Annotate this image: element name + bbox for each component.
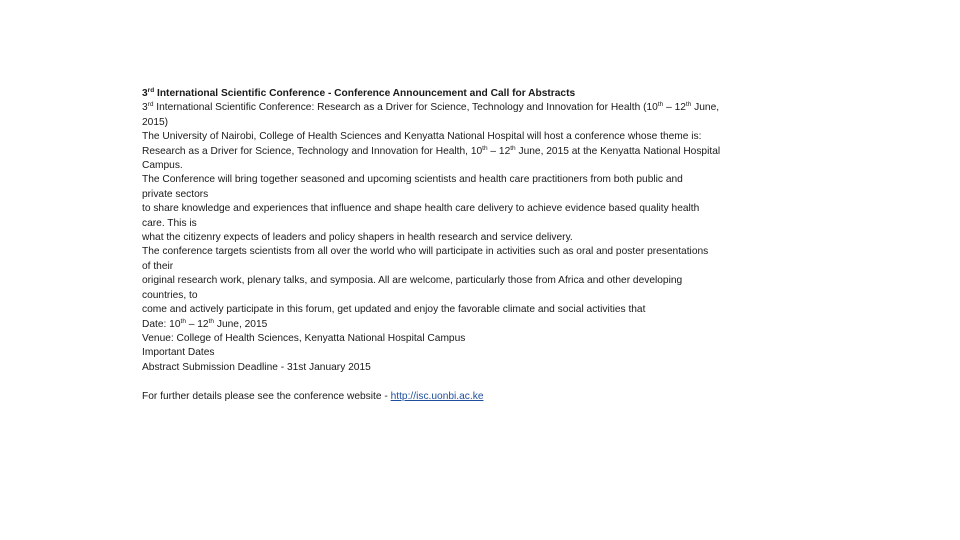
conference-website-link[interactable]: http://isc.uonbi.ac.ke bbox=[390, 390, 484, 402]
body-line: private sectors bbox=[142, 188, 209, 200]
title-ordinal: 3 bbox=[142, 88, 148, 99]
date-suffix-1: th bbox=[180, 317, 186, 325]
subtitle-ordinal-suffix: rd bbox=[147, 101, 154, 109]
body-line: countries, to bbox=[142, 289, 198, 301]
title-text: International Scientific Conference - Conference Announcement and Call for Abstracts bbox=[154, 88, 576, 99]
date-line bbox=[142, 318, 782, 332]
document-title bbox=[142, 87, 782, 101]
subtitle-suffix-th-2: th bbox=[685, 101, 692, 109]
body-line: what the citizenry expects of leaders and policy shapers in health research and service delivery. bbox=[142, 232, 573, 244]
announcement-document bbox=[142, 87, 782, 404]
date-mid: – 12 bbox=[185, 318, 209, 330]
theme-line-3: Campus. bbox=[142, 160, 183, 172]
venue-line: Venue: College of Health Sciences, Kenyatta National Hospital Campus bbox=[142, 332, 466, 344]
body-line: The conference targets scientists from all over the world who will participate in activities such as oral and poster presentations bbox=[142, 246, 709, 258]
body-line: The Conference will bring together seasoned and upcoming scientists and health care practitioners from both public and bbox=[142, 174, 683, 186]
theme-line-2 bbox=[142, 145, 782, 159]
subtitle-line-2: 2015) bbox=[142, 116, 169, 128]
further-details-text: For further details please see the conference website - bbox=[142, 390, 391, 402]
body-line: to share knowledge and experiences that influence and shape health care delivery to achieve evidence based quality health bbox=[142, 203, 700, 215]
body-line: care. This is bbox=[142, 217, 197, 229]
subtitle-text-b: – 12 bbox=[663, 102, 686, 114]
subtitle-suffix-th: th bbox=[657, 101, 664, 109]
theme-text-a: Research as a Driver for Science, Technology and Innovation for Health, 10 bbox=[142, 145, 483, 157]
theme-suffix-1: th bbox=[482, 144, 488, 152]
subtitle-text-a: International Scientific Conference: Research as a Driver for Science, Technology and Innovation for Health (10 bbox=[153, 102, 658, 114]
subtitle-text-c: June, bbox=[691, 102, 720, 114]
deadline-line: Abstract Submission Deadline - 31st January 2015 bbox=[142, 361, 371, 373]
date-suffix-2: th bbox=[208, 317, 215, 325]
theme-line-1: The University of Nairobi, College of Health Sciences and Kenyatta National Hospital will host a conference whose theme is: bbox=[142, 131, 702, 143]
theme-text-c: June, 2015 at the Kenyatta National Hospital bbox=[515, 145, 721, 157]
further-details-line bbox=[142, 390, 782, 404]
theme-text-b: – 12 bbox=[487, 145, 511, 157]
body-line: of their bbox=[142, 260, 174, 272]
theme-suffix-2: th bbox=[510, 144, 516, 152]
important-dates-heading: Important Dates bbox=[142, 347, 215, 359]
paragraph-spacer bbox=[142, 375, 782, 389]
subtitle-ordinal: 3 bbox=[142, 102, 148, 114]
title-ordinal-suffix: rd bbox=[147, 87, 155, 94]
date-label: Date: 10 bbox=[142, 318, 181, 330]
body-line: come and actively participate in this forum, get updated and enjoy the favorable climate and social activities that bbox=[142, 304, 646, 316]
date-end: June, 2015 bbox=[214, 318, 268, 330]
body-line: original research work, plenary talks, and symposia. All are welcome, particularly those from Africa and other developing bbox=[142, 275, 683, 287]
subtitle-line-1 bbox=[142, 101, 782, 115]
